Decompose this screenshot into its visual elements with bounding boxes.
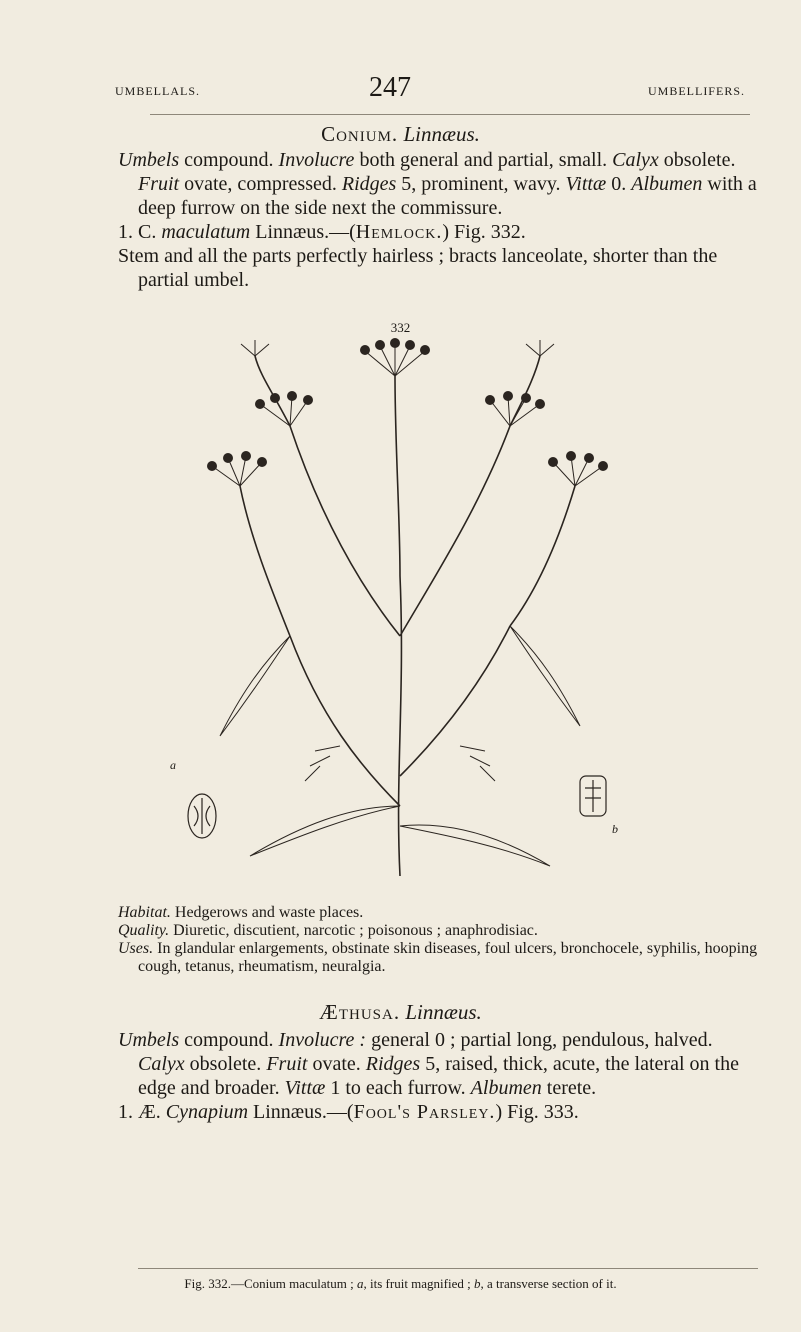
text-umbels: compound.	[179, 149, 279, 171]
term-umbels: Umbels	[118, 149, 180, 171]
footer-rule	[138, 1268, 758, 1269]
quality-label: Quality.	[118, 922, 170, 939]
text-calyx: obsolete.	[658, 149, 736, 171]
figure-reference: ) Fig. 332.	[442, 221, 526, 243]
term-vittae: Vittæ	[565, 173, 607, 195]
common-name: Hemlock.	[355, 221, 443, 243]
figure-number: 332	[390, 320, 411, 335]
hemlock-illustration	[180, 336, 620, 896]
term-calyx: Calyx	[138, 1053, 185, 1075]
species-number: 1. C.	[118, 221, 162, 243]
quality-text: Diuretic, discutient, narcotic ; poisonous ; anaphrodisiac.	[169, 922, 538, 939]
genus-heading-aethusa	[0, 1000, 801, 1025]
header-rule	[150, 114, 750, 115]
text-ridges: 5, prominent, wavy.	[396, 173, 566, 195]
fruit-transverse-section	[580, 776, 606, 816]
fruit-magnified	[188, 794, 216, 838]
text-vittae: 0.	[606, 173, 632, 195]
uses-text: In glandular enlargements, obstinate skin diseases, foul ulcers, bronchocele, syphilis, hooping cough, tetanus, rheumatism, neuralgia.	[138, 940, 758, 975]
term-albumen: Albumen	[470, 1077, 542, 1099]
common-name: Fool's Parsley.	[353, 1101, 496, 1123]
caption-prefix: Fig. 332.—Conium maculatum ;	[184, 1276, 358, 1291]
caption-b-text: , a transverse section of it.	[480, 1276, 617, 1291]
species-authority: Linnæus.—(	[248, 1101, 354, 1123]
species-entry	[118, 220, 758, 244]
term-umbels: Umbels	[118, 1029, 180, 1051]
figure-label-a: a	[170, 758, 176, 772]
conium-description	[118, 148, 758, 292]
text-albumen: terete.	[541, 1077, 597, 1099]
caption-a: a	[357, 1276, 364, 1291]
habitat-text: Hedgerows and waste places.	[170, 904, 364, 921]
term-ridges: Ridges	[341, 173, 397, 195]
genus-characters	[118, 1028, 758, 1100]
text-fruit: ovate, compressed.	[179, 173, 342, 195]
species-entry	[118, 1100, 758, 1124]
text-involucre: general 0 ; partial long, pendulous, halved.	[366, 1029, 713, 1051]
hemlock-umbels	[212, 340, 603, 486]
running-head-left: UMBELLALS.	[115, 84, 200, 98]
genus-name: Æthusa.	[319, 1000, 401, 1024]
text-involucre: both general and partial, small.	[354, 149, 613, 171]
text-vittae: 1 to each furrow.	[325, 1077, 471, 1099]
term-fruit: Fruit	[138, 173, 180, 195]
conium-properties	[118, 904, 758, 976]
term-fruit: Fruit	[266, 1053, 308, 1075]
text-ridges: 5, raised, thick, acute, the lateral on the edge and broader.	[138, 1053, 739, 1099]
figure-reference: ) Fig. 333.	[495, 1101, 579, 1123]
caption-a-text: , its fruit magnified ;	[363, 1276, 474, 1291]
quality	[118, 922, 758, 940]
species-name: Cynapium	[165, 1101, 249, 1123]
habitat	[118, 904, 758, 922]
term-involucre: Involucre	[278, 149, 355, 171]
genus-authority: Linnæus.	[403, 122, 480, 146]
genus-name: Conium.	[321, 122, 399, 146]
term-calyx: Calyx	[612, 149, 659, 171]
figure-label-b: b	[612, 822, 618, 836]
text-fruit: ovate.	[307, 1053, 366, 1075]
genus-heading-conium	[0, 122, 801, 147]
caption-b: b	[474, 1276, 481, 1291]
uses-label: Uses.	[118, 940, 154, 957]
hemlock-stems	[240, 356, 575, 876]
habitat-label: Habitat.	[118, 904, 171, 921]
species-authority: Linnæus.—(	[250, 221, 356, 243]
species-description: Stem and all the parts perfectly hairless ; bracts lanceolate, shorter than the partial umbel.	[118, 245, 718, 291]
running-head-right: UMBELLIFERS.	[647, 84, 745, 98]
species-name: maculatum	[161, 221, 251, 243]
text-albumen: with a deep furrow on the side next the commissure.	[138, 173, 757, 219]
term-albumen: Albumen	[631, 173, 703, 195]
text-umbels: compound.	[179, 1029, 279, 1051]
species-number: 1. Æ.	[118, 1101, 166, 1123]
genus-authority: Linnæus.	[405, 1000, 482, 1024]
term-ridges: Ridges	[365, 1053, 421, 1075]
term-involucre: Involucre :	[278, 1029, 367, 1051]
term-vittae: Vittæ	[284, 1077, 326, 1099]
running-head	[115, 72, 745, 108]
genus-characters	[118, 148, 758, 220]
aethusa-description	[118, 1028, 758, 1124]
hemlock-flower-clusters	[207, 338, 608, 471]
figure-caption	[0, 1276, 801, 1292]
text-calyx: obsolete.	[184, 1053, 267, 1075]
page-number: 247	[369, 72, 411, 103]
uses	[118, 940, 758, 976]
